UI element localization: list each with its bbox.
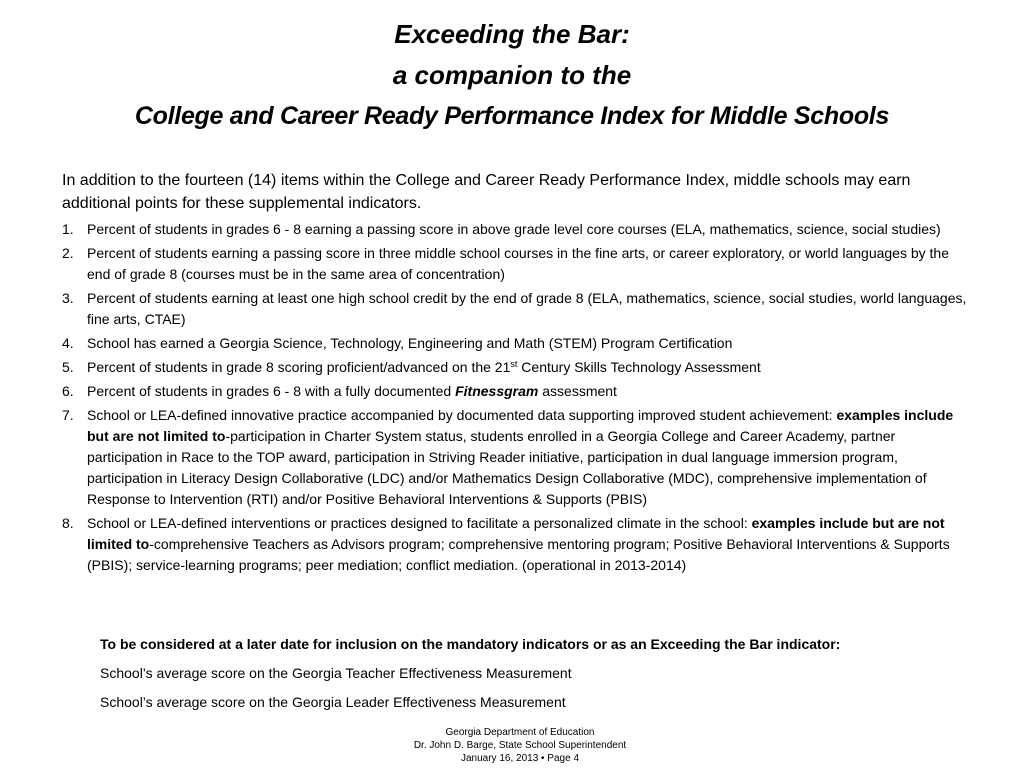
item-text-end: -comprehensive Teachers as Advisors program; comprehensive mentoring program; Positive Behavioral Interventions & Supports (PBIS); service-learning programs; peer mediation; conflict mediation. (operational in 2013-2014) [87,536,950,573]
item-text-end: Century Skills Technology Assessment [517,359,761,375]
item-text-start: Percent of students in grades 6 - 8 with a fully documented [87,383,456,399]
item-text-start: School or LEA-defined innovative practice accompanied by documented data supporting improved student achievement: [87,407,837,423]
slide-title [40,14,984,137]
item-text-end: assessment [538,383,617,399]
item-bold-text: examples include but are not limited to [87,515,945,552]
later-consideration-section [100,635,980,722]
list-item [62,219,974,240]
item-bold-text: examples include but are not limited to [87,407,954,444]
item-text: Percent of students earning at least one high school credit by the end of grade 8 (ELA, mathematics, science, social studies, world languages, fine arts, CTAE) [87,290,967,327]
item-text: Percent of students in grades 6 - 8 earning a passing score in above grade level core courses (ELA, mathematics, science, social studies) [87,221,941,237]
slide-footer [320,726,720,765]
item-superscript: st [510,359,518,369]
item-text: Percent of students earning a passing score in three middle school courses in the fine arts, or career exploratory, or world languages by the end of grade 8 (courses must be in the same area of concentration) [87,245,949,282]
list-item [62,381,974,402]
item-number: 3. [62,290,74,306]
intro-paragraph: In addition to the fourteen (14) items within the College and Career Ready Performance Index, middle schools may earn additional points for these supplemental indicators. [62,172,911,212]
item-text-start: Percent of students in grade 8 scoring proficient/advanced on the 21 [87,359,511,375]
item-number: 6. [62,383,74,399]
footer-organization: Georgia Department of Education [445,727,595,738]
later-item: School’s average score on the Georgia Leader Effectiveness Measurement [100,694,566,710]
title-line-3: College and Career Ready Performance Index for Middle Schools [134,102,890,130]
item-number: 7. [62,407,74,423]
item-text-start: School or LEA-defined interventions or practices designed to facilitate a personalized climate in the school: [87,515,752,531]
later-item: School’s average score on the Georgia Teacher Effectiveness Measurement [100,665,572,681]
list-item [62,243,974,285]
item-number: 8. [62,515,74,531]
item-number: 2. [62,245,74,261]
list-item [62,405,974,510]
title-line-1: Exceeding the Bar: [394,19,630,49]
title-line-2: a companion to the [392,60,632,90]
item-number: 1. [62,221,74,237]
item-text-end: -participation in Charter System status, students enrolled in a Georgia College and Career Academy, partner participation in Race to the TOP award, participation in Striving Reader initiative, participation in dual language immersion program, participation in Literacy Design Collaborative (LDC) and/or Mathematics Design Collaborative (MDC), comprehensive implementation of Response to Intervention (RTI) and/or Positive Behavioral Interventions & Supports (PBIS) [87,428,927,507]
list-item [62,513,974,576]
list-item [62,357,974,378]
item-text: School has earned a Georgia Science, Technology, Engineering and Math (STEM) Program Certification [87,335,733,351]
list-item [62,333,974,354]
footer-date-page: January 16, 2013 • Page 4 [460,753,580,764]
item-number: 4. [62,335,74,351]
later-heading: To be considered at a later date for inclusion on the mandatory indicators or as an Exceeding the Bar indicator: [100,636,841,652]
list-item [62,288,974,330]
item-number: 5. [62,359,74,375]
indicator-list [62,219,974,579]
item-emphasis: Fitnessgram [455,383,539,399]
footer-superintendent: Dr. John D. Barge, State School Superintendent [413,740,627,751]
